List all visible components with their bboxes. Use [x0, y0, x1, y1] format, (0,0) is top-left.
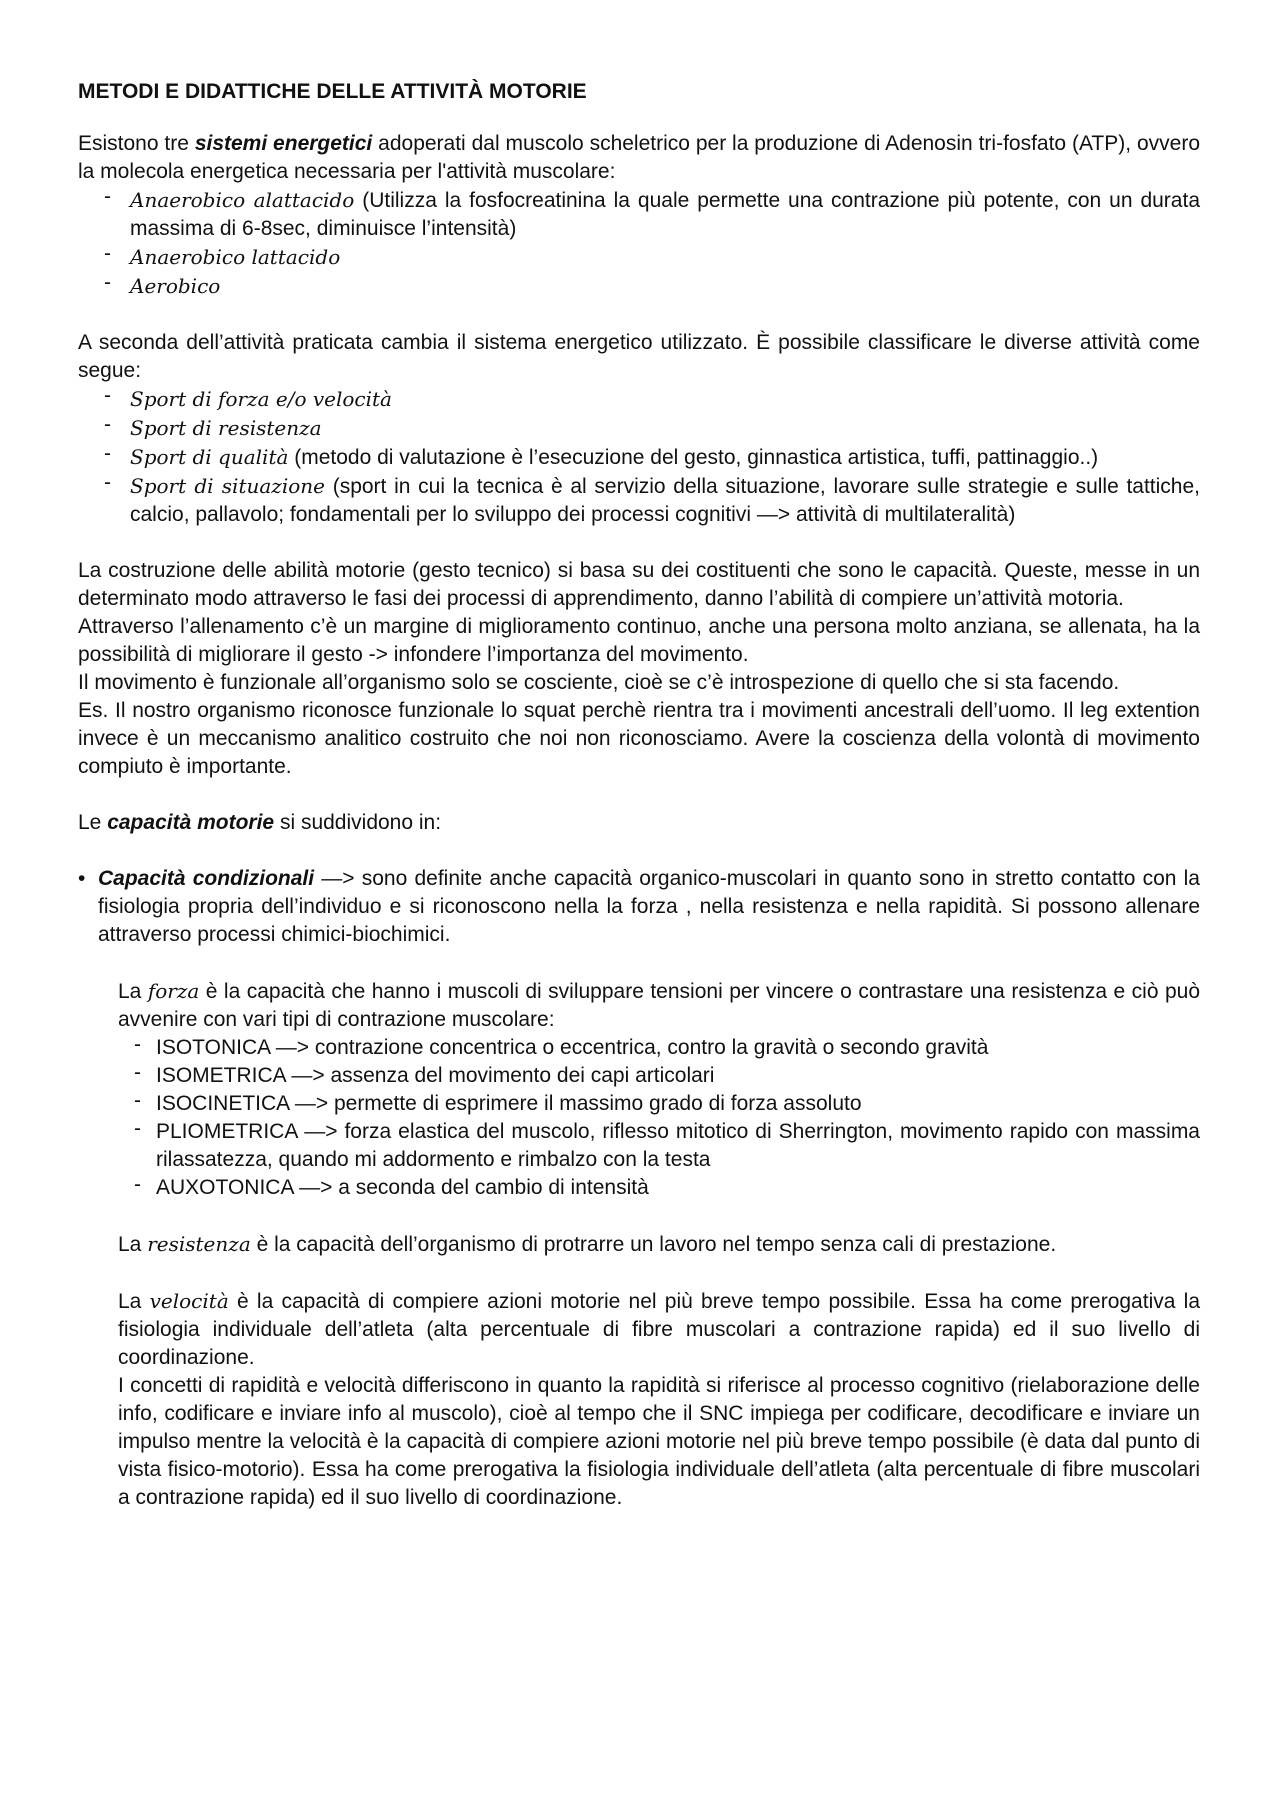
list-item: - Sport di resistenza: [78, 414, 1200, 443]
velocita-paragraph: La velocità è la capacità di compiere azioni motorie nel più breve tempo possibile. Essa ha come prerogativa la fisiologia individuale dell’atleta (alta percentuale di fibre muscolari a contrazione rapida) ed il suo livello di coordinazione.: [118, 1289, 1200, 1369]
list-item: - AUXOTONICA —> a seconda del cambio di intensità: [118, 1174, 1200, 1202]
resistenza-section: [118, 1230, 1200, 1259]
resistenza-paragraph: La resistenza è la capacità dell’organismo di protrarre un lavoro nel tempo senza cali di prestazione.: [118, 1232, 1057, 1256]
contraction-types-list: [118, 1034, 1200, 1202]
list-item: - Sport di situazione (sport in cui la tecnica è al servizio della situazione, lavorare sulle strategie e sulle tattiche, calcio, pallavolo; fondamentali per lo sviluppo dei processi cognitivi —> attività di multilateralità): [78, 472, 1200, 529]
list-item: - ISOTONICA —> contrazione concentrica o eccentrica, contro la gravità o secondo gravità: [118, 1034, 1200, 1062]
list-item: - Anaerobico lattacido: [78, 243, 1200, 272]
document-page: [78, 78, 1200, 1512]
body-paragraph: Es. Il nostro organismo riconosce funzionale lo squat perchè rientra tra i movimenti ancestrali dell’uomo. Il leg extention invece è un meccanismo analitico costruito che noi non riconosciamo. Avere la coscienza della volontà di movimento compiuto è importante.: [78, 699, 1200, 778]
sports-list: [78, 385, 1200, 529]
body-paragraph: Il movimento è funzionale all’organismo solo se cosciente, cioè se c’è introspezione di quello che si sta facendo.: [78, 671, 1120, 694]
conditional-capacities-item: • Capacità condizionali —> sono definite anche capacità organico-muscolari in quanto sono in stretto contatto con la fisiologia propria dell’individuo e si riconoscono nella la forza , nella resistenza e nella rapidità. Si possono allenare attraverso processi chimici-biochimici.: [78, 865, 1200, 949]
rapidita-paragraph: I concetti di rapidità e velocità differiscono in quanto la rapidità si riferisce al processo cognitivo (rielaborazione delle info, codificare e inviare info al muscolo), cioè al tempo che il SNC impiega per codificare, decodificare e inviare un impulso mentre la velocità è la capacità di compiere azioni motorie nel più breve tempo possibile (è data dal punto di vista fisico-motorio). Essa ha come prerogativa la fisiologia individuale dell’atleta (alta percentuale di fibre muscolari a contrazione rapida) ed il suo livello di coordinazione.: [118, 1374, 1200, 1509]
list-item: - Aerobico: [78, 272, 1200, 301]
velocita-section: [118, 1287, 1200, 1512]
document-title: METODI E DIDATTICHE DELLE ATTIVITÀ MOTORIE: [78, 80, 587, 103]
body-paragraph: Attraverso l’allenamento c’è un margine di miglioramento continuo, anche una persona molto anziana, se allenata, ha la possibilità di migliorare il gesto -> infondere l’importanza del movimento.: [78, 615, 1200, 666]
list-item: - ISOMETRICA —> assenza del movimento dei capi articolari: [118, 1062, 1200, 1090]
energy-systems-list: [78, 186, 1200, 301]
capacities-paragraph: Le capacità motorie si suddividono in:: [78, 811, 442, 834]
list-item: - Anaerobico alattacido (Utilizza la fosfocreatinina la quale permette una contrazione più potente, con un durata massima di 6-8sec, diminuisce l’intensità): [78, 186, 1200, 243]
forza-section: [118, 977, 1200, 1202]
energy-systems-term: sistemi energetici: [194, 132, 373, 155]
list-item: - Sport di qualità (metodo di valutazione è l’esecuzione del gesto, ginnastica artistica, tuffi, pattinaggio..): [78, 443, 1200, 472]
capacities-term: capacità motorie: [107, 811, 275, 834]
classification-paragraph: A seconda dell’attività praticata cambia il sistema energetico utilizzato. È possibile classificare le diverse attività come segue:: [78, 331, 1200, 382]
list-item: - ISOCINETICA —> permette di esprimere il massimo grado di forza assoluto: [118, 1090, 1200, 1118]
intro-paragraph: Esistono tre sistemi energetici adoperati dal muscolo scheletrico per la produzione di Adenosin tri-fosfato (ATP), ovvero la molecola energetica necessaria per l'attività muscolare:: [78, 132, 1200, 183]
body-paragraph: La costruzione delle abilità motorie (gesto tecnico) si basa su dei costituenti che sono le capacità. Queste, messe in un determinato modo attraverso le fasi dei processi di apprendimento, danno l’abilità di compiere un’attività motoria.: [78, 559, 1200, 610]
forza-paragraph: La forza è la capacità che hanno i muscoli di sviluppare tensioni per vincere o contrastare una resistenza e ciò può avvenire con vari tipi di contrazione muscolare:: [118, 979, 1200, 1031]
list-item: - PLIOMETRICA —> forza elastica del muscolo, riflesso mitotico di Sherrington, movimento rapido con massima rilassatezza, quando mi addormento e rimbalzo con la testa: [118, 1118, 1200, 1174]
list-item: - Sport di forza e/o velocità: [78, 385, 1200, 414]
